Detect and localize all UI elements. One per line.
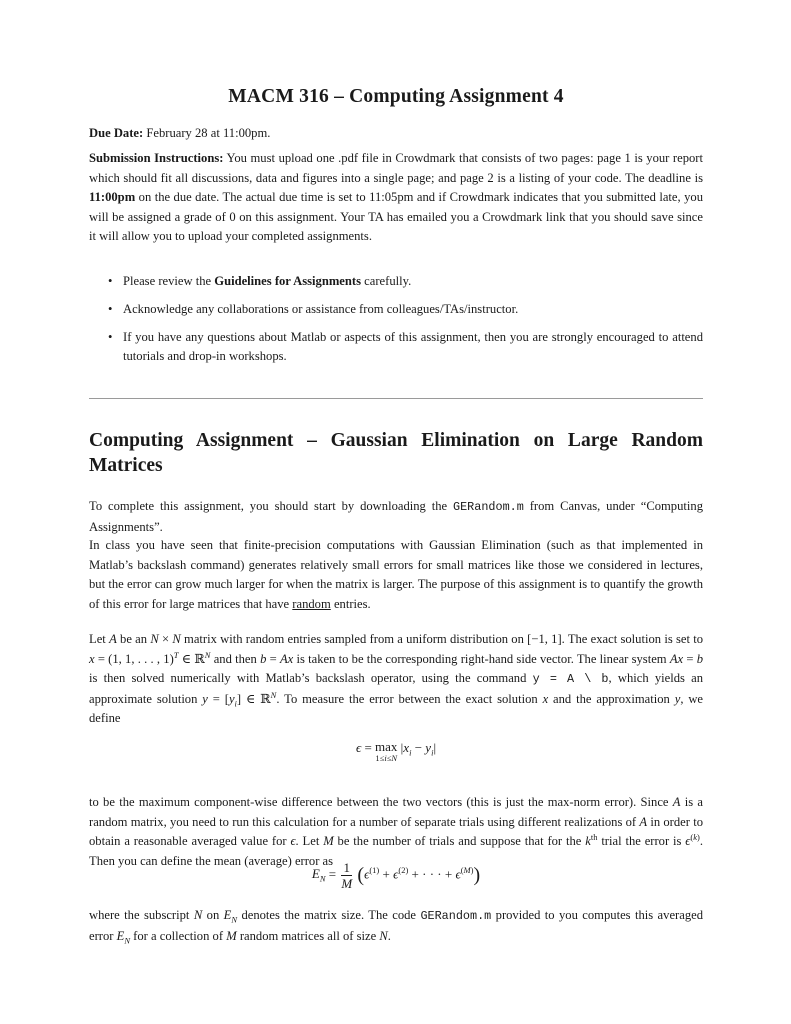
paragraph-trials: to be the maximum component-wise difference between the two vectors (this is just the max-norm error). Since A is a random matrix, you need to run this calculation for a number of separate trials using different realizations of A in order to obtain a reasonable averaged value for ϵ. Let M be the number of trials and suppose that for the $k^{th}$ trial the error is $\epsilon^{(k)}$. Then you can define the mean (average) error as bbox=[89, 795, 703, 868]
instruction-list bbox=[89, 272, 703, 375]
bullet-icon: • bbox=[108, 330, 113, 344]
list-item: • Please review the Guidelines for Assignments carefully. bbox=[89, 272, 703, 291]
bullet-icon: • bbox=[108, 302, 113, 316]
filename-code: GERandom.m bbox=[453, 500, 524, 514]
mean-error-equation: $E_N$ = $\frac{1}{M}$ ($\epsilon^{(1)} + \epsilon^{(2)}$ + · · · + $\epsilon^{(M)}$) bbox=[311, 860, 481, 891]
deadline-time: 11:00pm bbox=[89, 190, 136, 205]
section-title: Computing Assignment – Gaussian Elimination on Large Random Matrices bbox=[89, 430, 703, 476]
submission-label: Submission Instructions: bbox=[89, 151, 224, 165]
submission-instructions: Submission Instructions: You must upload one .pdf file in Crowdmark that consists of two pages: page 1 is your report which should fit all discussions, data and figures into a single page; and page 2 is a listing of your code. The deadline is 11:00pm on the due date. The actual due time is set to 11:05pm and if Crowdmark indicates that you submitted late, you will be assigned a grade of 0 on this assignment. Your TA has emailed you a Crowdmark link that you should save since it will allow you to upload your completed assignments. bbox=[89, 151, 703, 244]
command-code: y = A \ b bbox=[532, 672, 609, 687]
paragraph-summary: where the subscript N on $E_N$ denotes the matrix size. The code GERandom.m provided to you computes this averaged error $E_N$ for a collection of M random matrices all of size N. bbox=[89, 908, 703, 946]
paragraph-intro: In class you have seen that finite-precision computations with Gaussian Elimination (such as that implemented in Matlab’s backslash command) generates relatively small errors for small matrices like those we considered in lectures, but the error can grow much larger for when the matrix is larger. The purpose of this assignment is to quantify the growth of this error for large matrices that have random entries. bbox=[89, 538, 703, 611]
section-divider bbox=[89, 398, 703, 399]
error-equation: ϵ = max 1≤i≤N $|x_i - y_i|$ bbox=[355, 739, 437, 763]
guidelines-link: Guidelines for Assignments bbox=[214, 274, 361, 288]
list-item: • If you have any questions about Matlab or aspects of this assignment, then you are strongly encouraged to attend tutorials and drop-in workshops. bbox=[108, 330, 703, 363]
due-date bbox=[89, 124, 703, 144]
due-date-value: February 28 at 11:00pm. bbox=[146, 126, 271, 140]
due-date-label: Due Date: bbox=[89, 126, 144, 140]
paragraph-setup: Let A be an N × N matrix with random entries sampled from a uniform distribution on [−1, 1]. The exact solution is set to x = (1, 1, . . . , 1)$^T$ ∈ ℝ$^N$ and then b = Ax is taken to be the corresponding right-hand side vector. The linear system Ax = b is then solved numerically with Matlab’s backslash operator, using the command y = A \ b, which yields an approximate solution $y = [y_i]$ ∈ ℝ$^N$. To measure the error between the exact solution x and the approximation y, we define bbox=[89, 632, 704, 726]
page-title: MACM 316 – Computing Assignment 4 bbox=[228, 86, 564, 107]
filename-code: GERandom.m bbox=[420, 909, 492, 923]
list-item: • Acknowledge any collaborations or assistance from colleagues/TAs/instructor. bbox=[89, 300, 703, 319]
bullet-icon: • bbox=[108, 274, 113, 288]
paragraph-download: To complete this assignment, you should start by downloading the GERandom.m from Canvas, under “Computing Assignments”. bbox=[89, 499, 703, 534]
